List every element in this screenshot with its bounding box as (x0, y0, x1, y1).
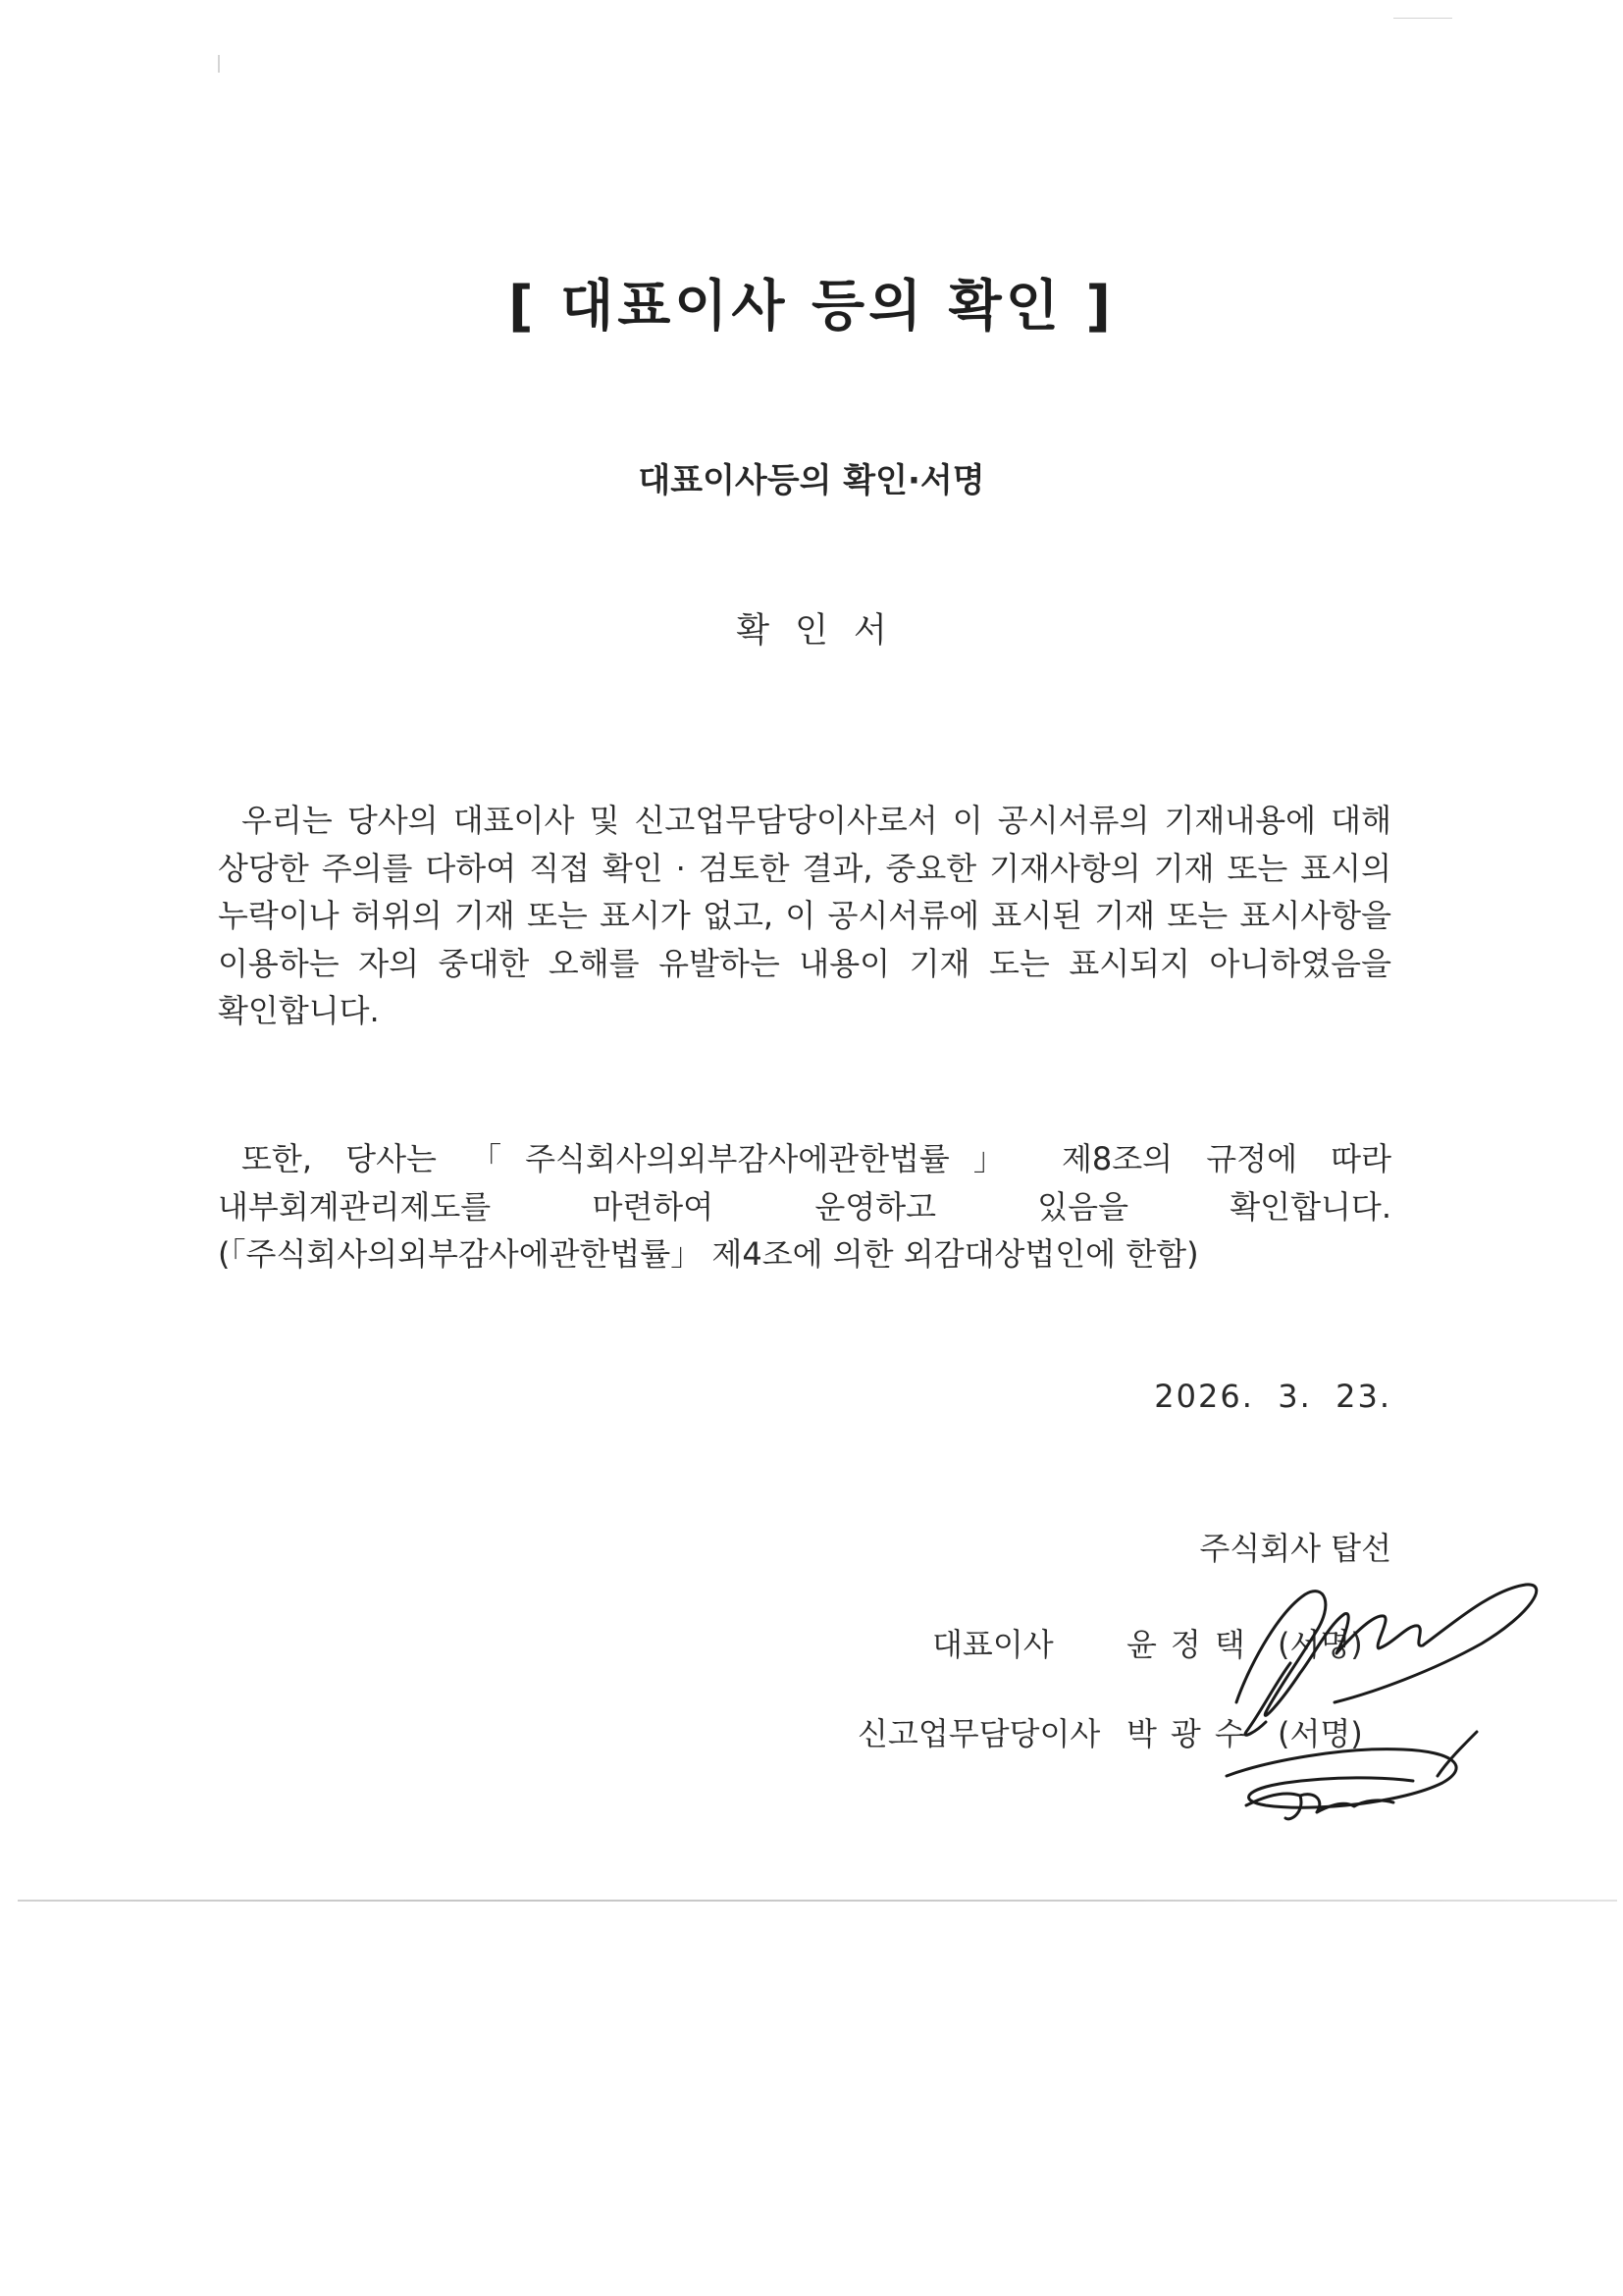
signer-name-disclosure-director: 박광수 (1126, 1715, 1259, 1752)
confirmation-paragraph-1: 우리는 당사의 대표이사 및 신고업무담당이사로서 이 공시서류의 기재내용에 대해 상당한 주의를 다하여 직접 확인 · 검토한 결과, 중요한 기재사항의 기재 또는 표시의 누락이나 허위의 기재 또는 표시가 없고, 이 공시서류에 표시된 기재 또는 표시사항을 이용하는 자의 중대한 오해를 유발하는 내용이 기재 도는 표시되지 아니하였음을 확인합니다. (218, 802, 1391, 1029)
scan-artifact-speck (218, 55, 220, 73)
company-name: 주식회사 탑선 (1199, 1530, 1391, 1567)
document-date: 2026. 3. 23. (1154, 1378, 1391, 1415)
signer-sign-label-ceo: (서명) (1278, 1626, 1363, 1663)
signer-role-disclosure-director: 신고업무담당이사 (858, 1715, 1101, 1752)
scan-artifact-line (18, 1900, 1617, 1902)
signer-role-ceo: 대표이사 (932, 1626, 1054, 1663)
handwritten-signature-icon (1207, 1555, 1501, 1830)
confirmation-paragraph-2: 또한, 당사는 「주식회사의외부감사에관한법률」 제8조의 규정에 따라 내부회계관리제도를 마련하여 운영하고 있음을 확인합니다.(「주식회사의외부감사에관한법률」 제4조에 의한 외감대상법인에 한함) (218, 1140, 1391, 1273)
signer-sign-label-disclosure-director: (서명) (1278, 1715, 1363, 1752)
scan-artifact-speck (1393, 18, 1452, 19)
signer-name-ceo: 윤정택 (1126, 1626, 1259, 1663)
document-subtitle: 대표이사등의 확인·서명 (638, 461, 985, 500)
document-title: [ 대표이사 등의 확인 ] (508, 275, 1115, 339)
confirmation-heading: 확인서 (736, 611, 913, 651)
